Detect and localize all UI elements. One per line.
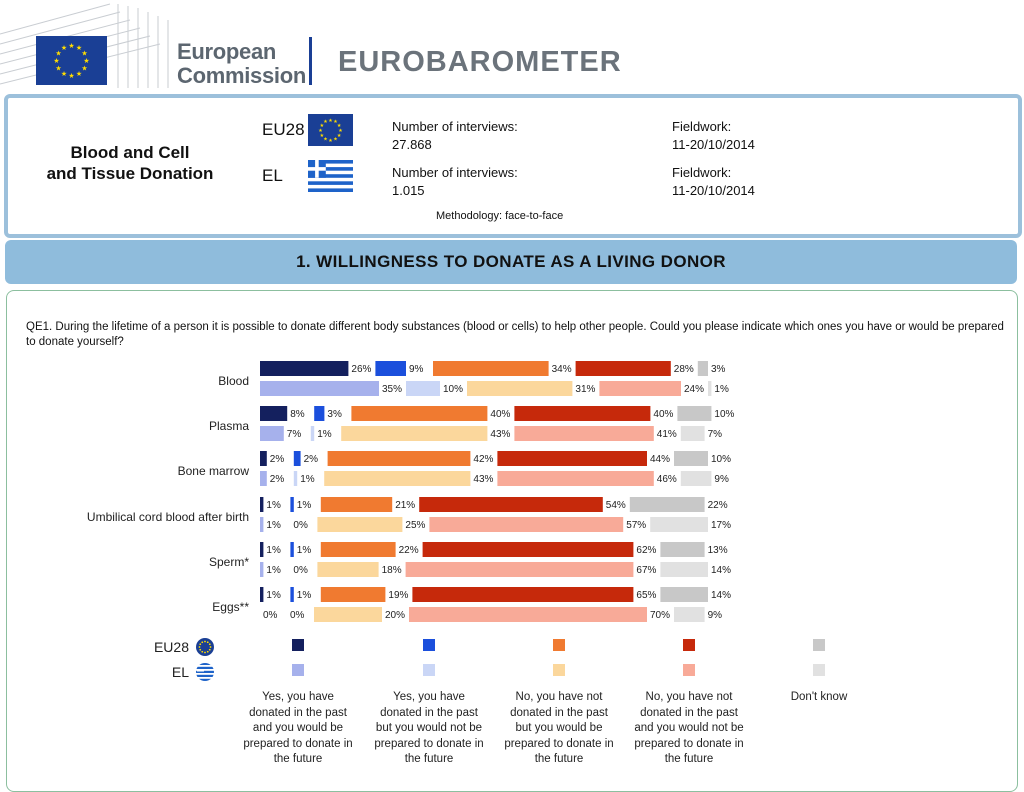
value-label: 9% — [714, 474, 729, 485]
value-label: 31% — [575, 384, 596, 395]
category-label: Sperm* — [208, 555, 249, 569]
interviews-value-el: 1.015 — [392, 183, 425, 198]
bar-segment — [708, 381, 711, 396]
legend-answer-line: but you would not be — [375, 722, 483, 734]
fieldwork-label-eu28: Fieldwork: — [672, 119, 732, 134]
bar-segment — [260, 542, 263, 557]
value-label: 28% — [673, 364, 694, 375]
bar-segment — [260, 517, 263, 532]
value-label: 1% — [266, 545, 281, 556]
value-label: 2% — [269, 474, 285, 485]
category-label: Plasma — [208, 419, 249, 433]
value-label: 7% — [707, 429, 723, 440]
value-label: 54% — [605, 500, 626, 511]
category-label: Umbilical cord blood after birth — [86, 510, 249, 524]
value-label: 46% — [656, 474, 677, 485]
eu-star-icon: ★ — [319, 122, 325, 129]
legend-answer-line: donated in the past — [640, 706, 738, 719]
bar-segment — [429, 517, 623, 532]
value-label: 43% — [490, 429, 511, 440]
eu-star-icon: ★ — [55, 65, 62, 73]
bar-segment — [260, 361, 348, 376]
value-label: 42% — [473, 454, 494, 465]
bar-segment — [467, 381, 572, 396]
bar-segment — [260, 471, 267, 486]
bar-segment — [660, 587, 708, 602]
legend-swatch — [813, 639, 825, 651]
bar-segment — [674, 607, 705, 622]
value-label: 14% — [711, 590, 732, 601]
eu-star-icon: ★ — [81, 50, 88, 58]
bar-segment — [294, 451, 301, 466]
bar-segment — [681, 426, 705, 441]
eu-star-icon: ★ — [333, 119, 338, 126]
eu-star-icon: ★ — [55, 50, 62, 58]
eu-star-icon: ★ — [60, 44, 68, 52]
bar-segment — [351, 406, 487, 421]
value-label: 18% — [381, 565, 402, 576]
legend-answer-line: the future — [534, 753, 584, 765]
eu-star-icon: ★ — [319, 132, 325, 139]
survey-topic-line2: and Tissue Donation — [46, 164, 214, 183]
legend-answer-label — [233, 690, 363, 768]
value-label: 17% — [711, 520, 732, 531]
bar-segment — [674, 451, 708, 466]
value-label: 34% — [551, 364, 572, 375]
value-label: 35% — [382, 384, 403, 395]
bar-segment — [290, 542, 293, 557]
eu-star-icon: ★ — [328, 117, 333, 124]
question-text: QE1. During the lifetime of a person it is possible to donate different body substances (blood or cells) to help other people. Could you please indicate which ones you have or would be prepared to donate yourself? — [26, 321, 1004, 348]
value-label: 1% — [266, 590, 281, 601]
bar-segment — [260, 406, 287, 421]
bar-segment — [321, 542, 396, 557]
legend-swatch — [813, 664, 825, 676]
legend-answer-line: the future — [273, 753, 323, 765]
bar-segment — [433, 361, 549, 376]
interviews-label-eu28: Number of interviews: — [392, 119, 518, 134]
value-label: 1% — [296, 545, 312, 556]
bar-segment — [260, 562, 263, 577]
legend-answer-line: donated in the past — [249, 706, 347, 719]
bar-segment — [409, 607, 647, 622]
legend-answer-label — [494, 690, 624, 768]
eu-star-icon: ★ — [68, 42, 75, 50]
legend-swatch — [292, 639, 304, 651]
product-title: EUROBAROMETER — [338, 46, 622, 78]
value-label: 1% — [300, 474, 315, 485]
fieldwork-label-el: Fieldwork: — [672, 165, 732, 180]
bar-segment — [660, 562, 708, 577]
legend-answer-line: prepared to donate in — [634, 737, 744, 750]
eu-star-icon: ★ — [338, 127, 343, 134]
legend-answer-line: Don't know — [790, 691, 848, 703]
value-label: 2% — [303, 454, 319, 465]
eu-star-icon: ★ — [60, 70, 68, 78]
value-label: 21% — [395, 500, 416, 511]
value-label: 1% — [266, 520, 281, 531]
bar-segment — [321, 587, 386, 602]
value-label: 22% — [707, 500, 728, 511]
value-label: 57% — [626, 520, 647, 531]
bar-segment — [406, 381, 440, 396]
legend-swatch — [683, 639, 695, 651]
bar-segment — [406, 562, 634, 577]
fieldwork-value-eu28: 11-20/10/2014 — [672, 137, 755, 152]
eu-star-icon: ★ — [68, 72, 75, 80]
interviews-value-eu28: 27.868 — [392, 137, 432, 152]
legend-answer-line: the future — [404, 753, 454, 765]
bar-segment — [412, 587, 633, 602]
bar-segment — [423, 542, 634, 557]
value-label: 1% — [296, 500, 312, 511]
bar-segment — [419, 497, 603, 512]
legend-swatch — [553, 639, 565, 651]
value-label: 20% — [385, 610, 406, 621]
legend-answer-line: prepared to donate in — [374, 737, 484, 750]
bar-segment — [324, 471, 470, 486]
value-label: 25% — [405, 520, 426, 531]
bar-segment — [290, 497, 293, 512]
value-label: 40% — [653, 409, 674, 420]
value-label: 7% — [286, 429, 302, 440]
bar-segment — [497, 471, 653, 486]
interviews-label-el: Number of interviews: — [392, 165, 518, 180]
bar-segment — [260, 381, 379, 396]
legend-swatch — [683, 664, 695, 676]
section-title: 1. WILLINGNESS TO DONATE AS A LIVING DONOR — [5, 240, 1017, 284]
eu-star-icon: ★ — [75, 44, 83, 52]
value-label: 2% — [269, 454, 285, 465]
bar-segment — [317, 517, 402, 532]
bar-segment — [290, 587, 293, 602]
value-label: 13% — [707, 545, 728, 556]
value-label: 0% — [263, 610, 278, 621]
legend-answer-line: donated in the past — [510, 706, 608, 719]
eu-flag-round-icon — [196, 638, 214, 656]
bar-segment — [314, 406, 324, 421]
eu-star-icon: ★ — [336, 132, 342, 139]
commission-name-line2: Commission — [177, 63, 307, 88]
bar-segment — [311, 426, 314, 441]
category-label: Eggs** — [212, 600, 249, 614]
category-label: Bone marrow — [177, 464, 249, 478]
value-label: 14% — [711, 565, 732, 576]
eu-star-icon: ★ — [328, 137, 333, 144]
value-label: 43% — [473, 474, 494, 485]
bar-segment — [294, 471, 297, 486]
value-label: 22% — [398, 545, 419, 556]
commission-name-line1: European — [177, 39, 277, 64]
value-label: 10% — [714, 409, 735, 420]
legend-answer-label — [624, 690, 754, 768]
bar-segment — [317, 562, 378, 577]
bar-segment — [321, 497, 392, 512]
bar-segment — [497, 451, 647, 466]
value-label: 62% — [636, 545, 657, 556]
value-label: 41% — [656, 429, 677, 440]
country-code-eu28: EU28 — [262, 120, 305, 139]
bar-segment — [681, 471, 712, 486]
bar-segment — [650, 517, 708, 532]
value-label: 26% — [351, 364, 372, 375]
bar-segment — [599, 381, 681, 396]
bar-segment — [260, 497, 263, 512]
bar-segment — [514, 426, 653, 441]
bar-segment — [660, 542, 704, 557]
bar-segment — [260, 426, 284, 441]
eu-star-icon: ★ — [53, 57, 60, 65]
value-label: 3% — [327, 409, 342, 420]
bar-segment — [260, 587, 263, 602]
bar-segment — [260, 451, 267, 466]
eu-star-icon: ★ — [336, 122, 342, 129]
value-label: 3% — [711, 364, 726, 375]
bar-segment — [576, 361, 671, 376]
value-label: 40% — [490, 409, 511, 420]
legend-answer-label — [754, 690, 884, 706]
legend-swatch — [423, 664, 435, 676]
bar-segment — [314, 607, 382, 622]
value-label: 1% — [266, 565, 281, 576]
legend-answer-line: donated in the past — [380, 706, 478, 719]
methodology-note: Methodology: face-to-face — [436, 210, 564, 222]
bar-segment — [630, 497, 705, 512]
legend-answer-line: and you would not be — [634, 722, 744, 734]
value-label: 65% — [636, 590, 657, 601]
legend-answer-label — [364, 690, 494, 768]
bar-segment — [341, 426, 487, 441]
value-label: 9% — [409, 364, 424, 375]
value-label: 67% — [636, 565, 657, 576]
fieldwork-value-el: 11-20/10/2014 — [672, 183, 755, 198]
bar-segment — [375, 361, 406, 376]
eu-star-icon: ★ — [83, 57, 90, 65]
eu-star-icon: ★ — [323, 119, 328, 126]
bar-segment — [514, 406, 650, 421]
bar-segment — [328, 451, 471, 466]
legend-answer-line: No, you have not — [645, 691, 733, 703]
survey-topic-line1: Blood and Cell — [70, 143, 190, 162]
value-label: 10% — [443, 384, 464, 395]
legend-answer-line: Yes, you have — [393, 691, 465, 703]
eu-star-icon: ★ — [323, 136, 328, 143]
legend-answer-line: No, you have not — [515, 691, 603, 703]
legend-swatch — [423, 639, 435, 651]
eu-star-icon: ★ — [318, 127, 323, 134]
value-label: 0% — [293, 565, 308, 576]
value-label: 1% — [266, 500, 281, 511]
legend-row-label: EU28 — [153, 639, 189, 655]
value-label: 1% — [714, 384, 729, 395]
value-label: 8% — [290, 409, 305, 420]
eu-star-icon: ★ — [333, 136, 338, 143]
country-code-el: EL — [262, 166, 283, 185]
value-label: 70% — [650, 610, 671, 621]
eu-star-icon: ★ — [75, 70, 83, 78]
legend-answer-line: prepared to donate in — [504, 737, 614, 750]
value-label: 1% — [296, 590, 312, 601]
legend-swatch — [553, 664, 565, 676]
value-label: 10% — [711, 454, 732, 465]
legend-answer-line: Yes, you have — [262, 691, 334, 703]
legend-answer-line: but you would be — [515, 722, 603, 734]
value-label: 19% — [388, 590, 409, 601]
greece-flag-round-icon — [196, 663, 214, 681]
value-label: 44% — [650, 454, 671, 465]
bar-segment — [698, 361, 708, 376]
legend-answer-line: the future — [664, 753, 714, 765]
value-label: 9% — [707, 610, 723, 621]
bar-segment — [677, 406, 711, 421]
legend-row-label: EL — [171, 664, 189, 680]
value-label: 1% — [317, 429, 332, 440]
eu-star-icon: ★ — [81, 65, 88, 73]
legend-answer-line: prepared to donate in — [243, 737, 353, 750]
legend-swatch — [292, 664, 304, 676]
category-label: Blood — [218, 374, 249, 388]
legend-answer-line: and you would be — [252, 722, 344, 734]
value-label: 0% — [293, 520, 308, 531]
value-label: 24% — [684, 384, 705, 395]
value-label: 0% — [290, 610, 305, 621]
